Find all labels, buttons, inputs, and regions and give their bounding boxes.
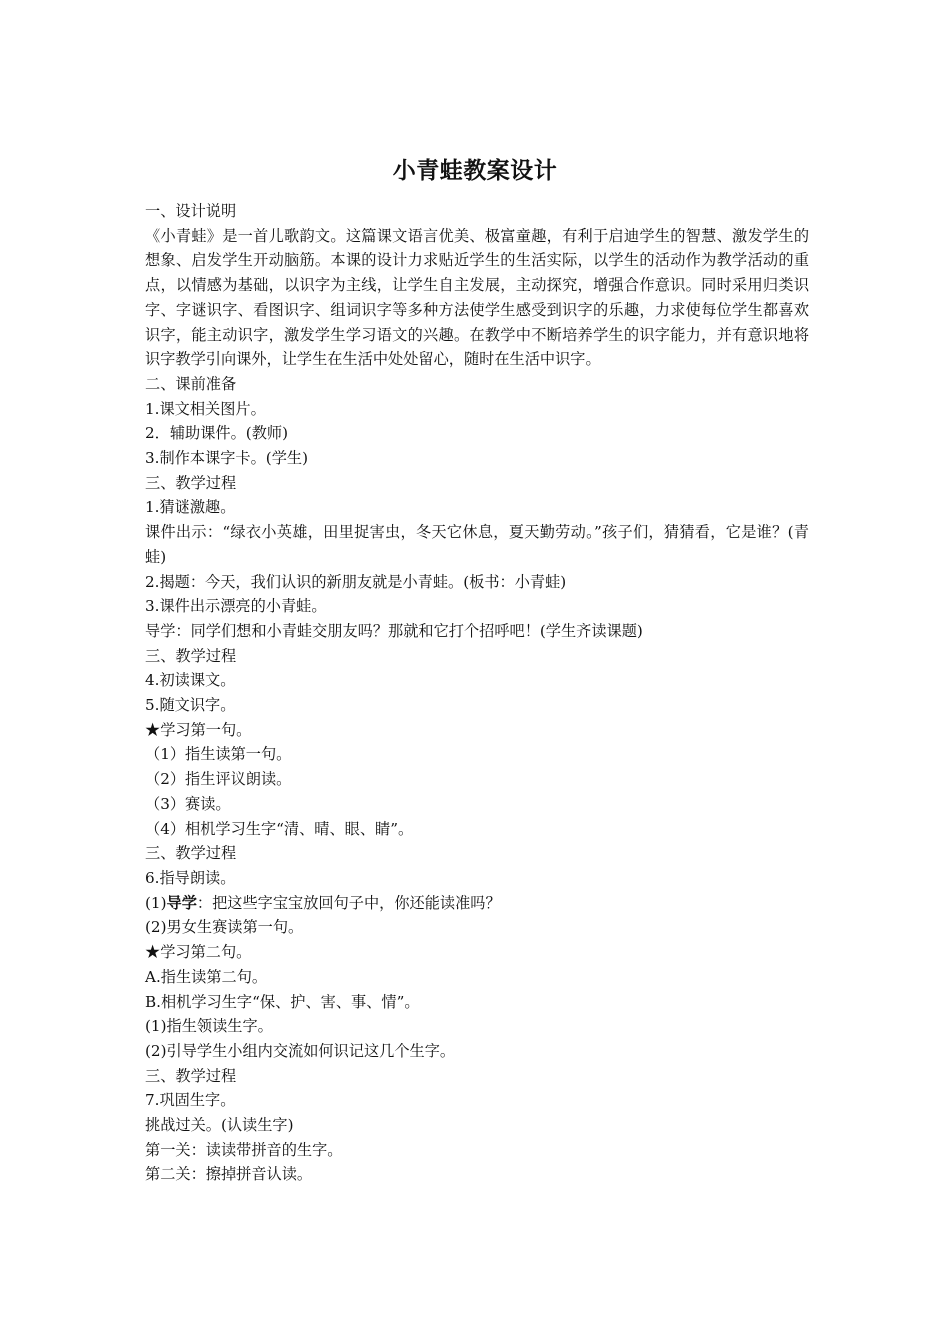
- guide-text: 导学：同学们想和小青蛙交朋友吗？那就和它打个招呼吧！(学生齐读课题): [145, 621, 643, 640]
- sub-item: （4）相机学习生字“清、晴、眼、睛”。: [145, 819, 414, 838]
- sub-item: （1）指生读第一句。: [145, 745, 292, 764]
- sub-item-text: ：把这些字宝宝放回句子中，你还能读准吗？: [196, 893, 501, 912]
- section-heading-process: 三、教学过程: [145, 844, 237, 863]
- sub-item: (2)男女生赛读第一句。: [145, 918, 304, 937]
- process-item-3: 3.课件出示漂亮的小青蛙。: [145, 597, 327, 616]
- sub-item-a: A.指生读第二句。: [145, 967, 268, 986]
- process-item-5: 5.随文识字。: [145, 696, 236, 715]
- document-title: 小青蛙教案设计: [392, 157, 558, 184]
- prep-item-2: 2．辅助课件。(教师): [145, 424, 289, 443]
- section-heading-design: 一、设计说明: [145, 202, 237, 220]
- star-item-second-sentence: ★学习第二句。: [145, 943, 252, 962]
- process-item-4: 4.初读课文。: [145, 671, 236, 690]
- sub-item: （2）指生评议朗读。: [145, 770, 292, 789]
- process-item-7: 7.巩固生字。: [145, 1091, 236, 1110]
- challenge-text: 挑战过关。(认读生字): [145, 1116, 294, 1135]
- process-item-1: 1.猜谜激趣。: [145, 498, 236, 517]
- sub-item: （3）赛读。: [145, 794, 231, 813]
- process-item-6: 6.指导朗读。: [145, 868, 236, 887]
- star-item-first-sentence: ★学习第一句。: [145, 720, 252, 739]
- sub-item: (2)引导学生小组内交流如何识记这几个生字。: [145, 1041, 456, 1060]
- prep-item-3: 3.制作本课字卡。(学生): [145, 449, 309, 468]
- section-heading-preparation: 二、课前准备: [145, 374, 237, 393]
- level-1-text: 第一关：读读带拼音的生字。: [145, 1140, 343, 1159]
- sub-item: (1)指生领读生字。: [145, 1017, 273, 1036]
- sub-item-prefix: (1): [145, 893, 167, 912]
- prep-item-1: 1.课文相关图片。: [145, 399, 266, 418]
- sub-item-b: B.相机学习生字“保、护、害、事、情”。: [145, 992, 420, 1011]
- document-body: [145, 199, 809, 1187]
- section-heading-process: 三、教学过程: [145, 473, 237, 492]
- process-item-2: 2.揭题：今天，我们认识的新朋友就是小青蛙。(板书：小青蛙): [145, 572, 567, 591]
- section-heading-process: 三、教学过程: [145, 1066, 237, 1085]
- bold-guide-label: 导学: [166, 893, 197, 912]
- riddle-text: 课件出示：“绿衣小英雄，田里捉害虫，冬天它休息，夏天勤劳动。”孩子们，猜猜看，它是谁？(青蛙): [145, 523, 809, 566]
- level-2-text: 第二关：擦掉拼音认读。: [145, 1165, 313, 1184]
- sub-item-guide: [145, 891, 809, 916]
- design-description-paragraph: 《小青蛙》是一首儿歌韵文。这篇课文语言优美、极富童趣，有利于启迪学生的智慧、激发学生的想象、启发学生开动脑筋。本课的设计力求贴近学生的生活实际，以学生的活动作为教学活动的重点，以情感为基础，以识字为主线，让学生自主发展，主动探究，增强合作意识。同时采用归类识字、字谜识字、看图识字、组词识字等多种方法使学生感受到识字的乐趣，力求使每位学生都喜欢识字，能主动识字，激发学生学习语文的兴趣。在教学中不断培养学生的识字能力，并有意识地将识字教学引向课外，让学生在生活中处处留心，随时在生活中识字。: [145, 226, 809, 369]
- section-heading-process: 三、教学过程: [145, 646, 237, 665]
